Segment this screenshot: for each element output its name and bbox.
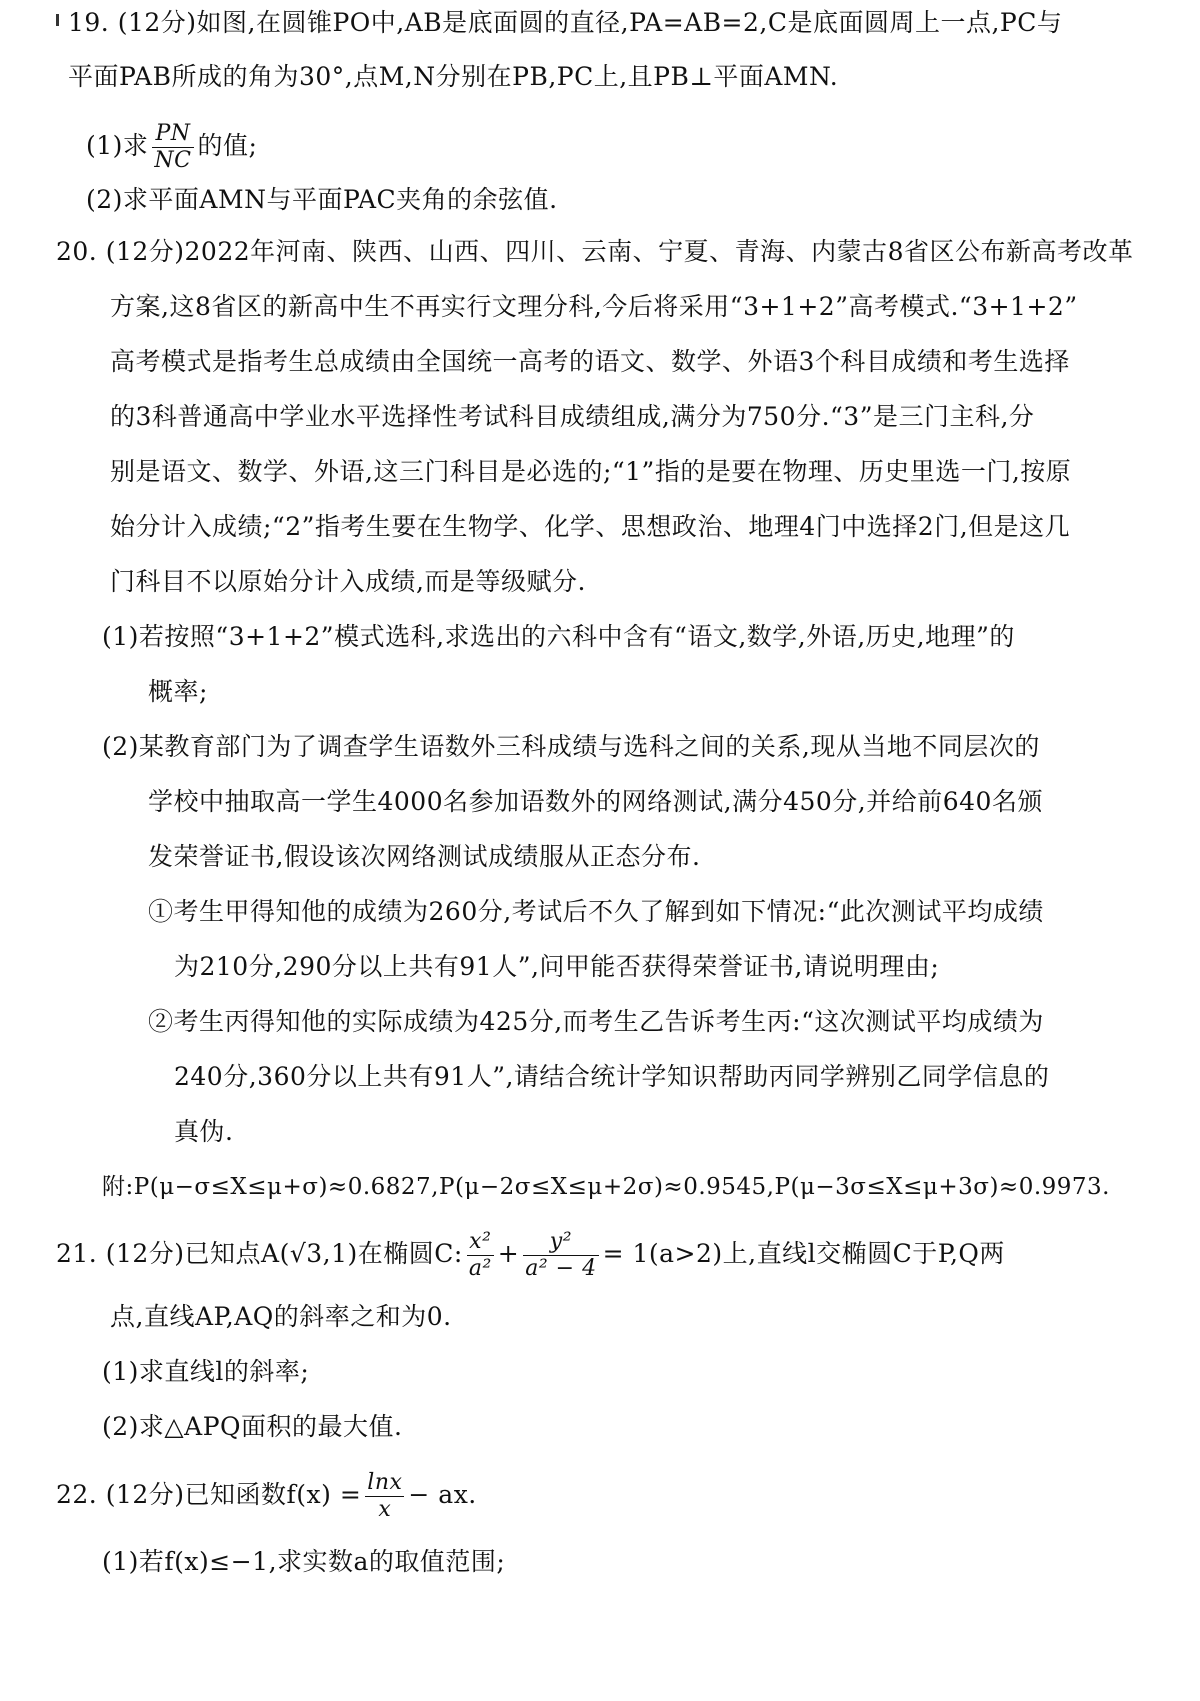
q20-sub-1-line-2: 为210分,290分以上共有91人”,问甲能否获得荣誉证书,请说明理由; [174,952,940,981]
q20-part-2-line-2: 学校中抽取高一学生4000名参加语数外的网络测试,满分450分,并给前640名颁 [148,787,1043,816]
q20-sub-2-line-2: 240分,360分以上共有91人”,请结合统计学知识帮助丙同学辨别乙同学信息的 [174,1062,1050,1091]
q20-sub-2-line-1: ②考生丙得知他的实际成绩为425分,而考生乙告诉考生丙:“这次测试平均成绩为 [148,1007,1044,1036]
q21-line-1 [56,1222,1005,1286]
q21-fraction-x [467,1229,494,1282]
q20-line-3: 高考模式是指考生总成绩由全国统一高考的语文、数学、外语3个科目成绩和考生选择 [110,347,1070,376]
q21-part-2: (2)求△APQ面积的最大值. [102,1412,403,1441]
q20-appendix: 附:P(μ−σ≤X≤μ+σ)≈0.6827,P(μ−2σ≤X≤μ+2σ)≈0.9545,P(μ−3σ≤X≤μ+3σ)≈0.9973. [102,1174,1110,1200]
q20-line-5: 别是语文、数学、外语,这三门科目是必选的;“1”指的是要在物理、历史里选一门,按原 [110,457,1072,486]
q20-line-4: 的3科普通高中学业水平选择性考试科目成绩组成,满分为750分.“3”是三门主科,分 [110,402,1035,431]
q20-line-1: 20. (12分)2022年河南、陕西、山西、四川、云南、宁夏、青海、内蒙古8省区公布新高考改革 [56,237,1134,266]
q19-line-2: 平面PAB所成的角为30°,点M,N分别在PB,PC上,且PB⊥平面AMN. [68,62,839,91]
q19-fraction [152,121,193,174]
q22-fraction-denominator: x [378,1497,392,1522]
q19-fraction-numerator: PN [152,121,193,148]
q21-suffix: = 1(a>2)上,直线l交椭圆C于P,Q两 [602,1239,1005,1268]
q20-line-6: 始分计入成绩;“2”指考生要在生物学、化学、思想政治、地理4门中选择2门,但是这几 [110,512,1071,541]
q20-part-2-line-1: (2)某教育部门为了调查学生语数外三科成绩与选科之间的关系,现从当地不同层次的 [102,732,1040,761]
q21-prefix: 21. (12分)已知点A(√3,1)在椭圆C: [56,1239,463,1268]
q20-line-7: 门科目不以原始分计入成绩,而是等级赋分. [110,567,586,596]
q21-fraction-x-denominator: a² [468,1256,492,1281]
q22-prefix: 22. (12分)已知函数f(x) = [56,1480,362,1509]
q21-line-2: 点,直线AP,AQ的斜率之和为0. [110,1302,452,1331]
q19-line-1: 19. (12分)如图,在圆锥PO中,AB是底面圆的直径,PA=AB=2,C是底面圆周上一点,PC与 [68,8,1063,37]
q22-fraction [365,1470,404,1523]
q20-part-1-line-2: 概率; [148,677,208,706]
q19-part-1 [86,115,257,177]
q20-part-2-line-3: 发荣誉证书,假设该次网络测试成绩服从正态分布. [148,842,701,871]
q22-fraction-numerator: lnx [367,1470,403,1495]
q20-part-1-line-1: (1)若按照“3+1+2”模式选科,求选出的六科中含有“语文,数学,外语,历史,地理”的 [102,622,1015,651]
q22-part-1: (1)若f(x)≤−1,求实数a的取值范围; [102,1547,506,1576]
q21-plus: + [497,1239,520,1268]
q19-fraction-denominator: NC [154,148,192,173]
q21-fraction-y [523,1229,598,1282]
q22-line-1 [56,1463,477,1527]
scan-mark [56,14,59,26]
q19-part-2: (2)求平面AMN与平面PAC夹角的余弦值. [86,185,558,214]
q19-part-1-suffix: 的值; [197,131,258,160]
q20-sub-2-line-3: 真伪. [174,1117,234,1146]
q20-sub-1-line-1: ①考生甲得知他的成绩为260分,考试后不久了解到如下情况:“此次测试平均成绩 [148,897,1044,926]
q19-part-1-prefix: (1)求 [86,131,149,160]
q22-suffix: − ax. [408,1480,477,1509]
q21-fraction-y-numerator: y² [523,1229,598,1256]
q21-part-1: (1)求直线l的斜率; [102,1357,310,1386]
q21-fraction-x-numerator: x² [467,1229,494,1256]
q20-line-2: 方案,这8省区的新高中生不再实行文理分科,今后将采用“3+1+2”高考模式.“3+1+2” [110,292,1078,321]
q21-fraction-y-denominator: a² − 4 [525,1256,597,1281]
